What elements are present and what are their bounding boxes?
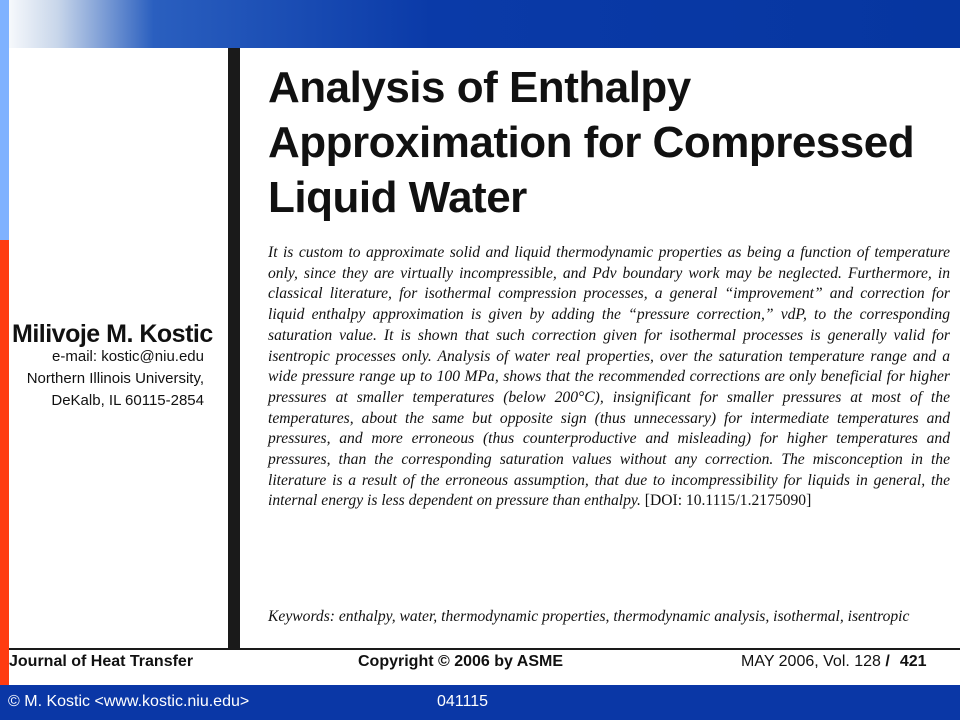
issue-info	[741, 653, 927, 671]
abstract-text: It is custom to approximate solid and liquid thermodynamic properties as being a function of temperature only, since they are virtually incompressible, and Pdv boundary work may be neglected. Furthermore, in classical literature, for isothermal compression processes, a general “improvement” and correction for liquid enthalpy approximation is given by adding the “pressure correction,” vdP, to the corresponding saturation value. It is shown that such correction given for isothermal processes is generally valid for isentropic processes only. Analysis of water real properties, over the saturation temperature range and a wide pressure range up to 100 MPa, shows that the recommended corrections are only beneficial for higher pressures at smaller temperatures (below 200°C), insignificant for smaller pressures at most of the temperatures, about the same but opposite sign (thus unnecessary) for intermediate temperatures and pressures, and more erroneous (thus counterproductive and misleading) for higher temperatures and pressures, than the corresponding saturation values without any correction. The misconception in the literature is a result of the erroneous assumption, that due to incompressibility for liquids in general, the internal energy is less dependent on pressure than enthalpy.	[268, 244, 950, 510]
abstract	[268, 243, 950, 512]
vertical-rule	[228, 48, 240, 648]
top-banner	[0, 0, 960, 48]
left-accent-red	[0, 240, 9, 685]
author-name: Milivoje M. Kostic	[12, 320, 213, 348]
journal-name: Journal of Heat Transfer	[9, 653, 194, 670]
author-address: DeKalb, IL 60115-2854	[51, 392, 204, 409]
title-line: Approximation for Compressed	[268, 118, 915, 167]
page-number: 421	[899, 653, 927, 670]
issue-date: MAY 2006, Vol. 128	[741, 653, 881, 670]
footer-code: 041115	[437, 693, 489, 710]
doi: [DOI: 10.1115/1.2175090]	[644, 492, 812, 510]
paper-image	[9, 48, 960, 685]
horizontal-rule	[9, 648, 960, 650]
left-accent-blue	[0, 0, 9, 240]
copyright-notice: Copyright © 2006 by ASME	[358, 653, 564, 670]
issue-slash: /	[885, 653, 890, 670]
paper-title	[268, 60, 914, 225]
author-affiliation: Northern Illinois University,	[26, 370, 204, 387]
footer-copyright: © M. Kostic <www.kostic.niu.edu>	[8, 693, 250, 710]
title-line: Analysis of Enthalpy	[268, 63, 691, 112]
keywords: Keywords: enthalpy, water, thermodynamic properties, thermodynamic analysis, isothermal, isentropic	[268, 608, 910, 625]
title-line: Liquid Water	[268, 173, 527, 222]
author-email: e-mail: kostic@niu.edu	[52, 348, 204, 365]
